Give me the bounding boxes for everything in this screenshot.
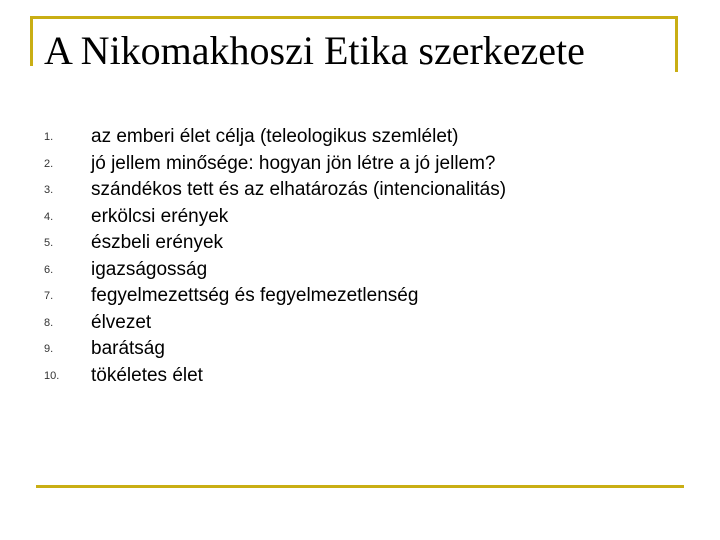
frame-left-line [30, 16, 33, 66]
list-item-text: jó jellem minősége: hogyan jön létre a jó jellem? [91, 152, 496, 174]
list-item-text: élvezet [91, 311, 152, 333]
list-item-number: 9. [44, 343, 54, 355]
list-item-number: 10. [44, 369, 60, 382]
list-item-text: barátság [91, 338, 165, 359]
list-item-number: 2. [44, 157, 54, 170]
slide-title: A Nikomakhoszi Etika szerkezete [44, 28, 585, 73]
list-item-number: 1. [44, 131, 54, 143]
list-item-text: észbeli erények [91, 232, 224, 253]
frame-top-line [30, 16, 678, 19]
list-item-number: 8. [44, 316, 54, 329]
list-item-text: fegyelmezettség és fegyelmezetlenség [91, 285, 419, 306]
list-item-text: erkölcsi erények [91, 205, 229, 227]
list-item-number: 7. [44, 290, 54, 302]
list-item-text: tökéletes élet [91, 364, 203, 386]
list-item-text: szándékos tett és az elhatározás (intencionalitás) [91, 179, 507, 200]
frame-right-line [675, 16, 678, 72]
list-item-number: 4. [44, 210, 54, 223]
list-item-text: az emberi élet célja (teleologikus szemlélet) [91, 126, 459, 147]
list-item-number: 5. [44, 237, 54, 249]
list-item-number: 3. [44, 184, 54, 196]
list-item-text: igazságosság [91, 258, 208, 280]
list-item-number: 6. [44, 263, 54, 276]
frame-bottom-line [36, 485, 684, 488]
